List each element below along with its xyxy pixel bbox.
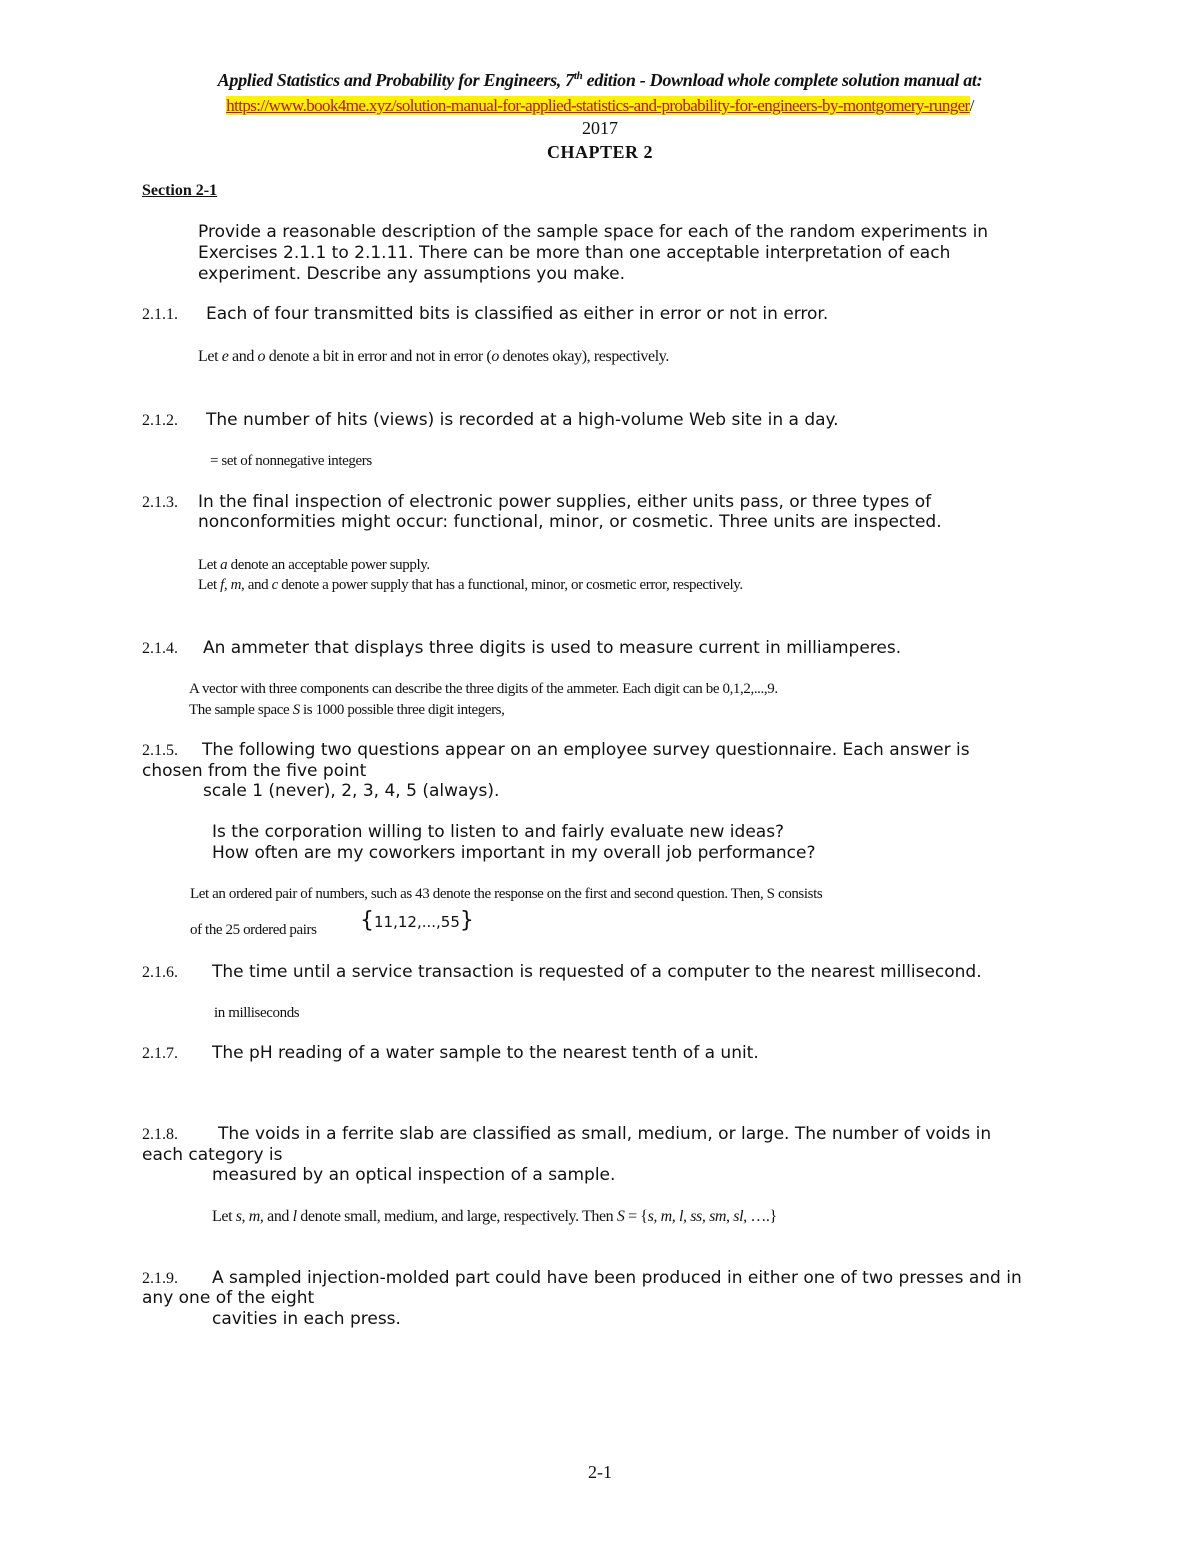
download-link[interactable]: https://www.book4me.xyz/solution-manual-for-applied-statistics-and-probability-for-engineers-by-montgomery-runger (226, 96, 970, 115)
ordered-pairs-set: {11,12,...,55} (360, 908, 474, 933)
exercise-number: 2.1.1. (142, 306, 178, 323)
exercise-answer: = set of nonnegative integers (210, 453, 372, 469)
exercise-question: any one of the eight (142, 1288, 315, 1308)
exercise-question: The time until a service transaction is requested of a computer to the nearest millisecond. (212, 962, 982, 982)
exercise-question: Each of four transmitted bits is classified as either in error or not in error. (206, 304, 829, 324)
exercise-answer: The sample space S is 1000 possible three digit integers, (189, 702, 505, 718)
exercise-number: 2.1.8. (142, 1126, 178, 1143)
exercise-answer: Let e and o denote a bit in error and not in error (o denotes okay), respectively. (198, 348, 669, 365)
exercise-number: 2.1.9. (142, 1270, 178, 1287)
exercise-question: chosen from the five point (142, 761, 367, 781)
exercise-number: 2.1.5. (142, 742, 178, 759)
chapter-title: CHAPTER 2 (546, 142, 653, 162)
exercise-answer: Let s, m, and l denote small, medium, and large, respectively. Then S = {s, m, l, ss, sm, sl, ….} (212, 1208, 777, 1225)
exercise-question: The voids in a ferrite slab are classified as small, medium, or large. The number of voids in (218, 1124, 992, 1144)
exercise-number: 2.1.7. (142, 1045, 178, 1062)
exercise-answer: Let a denote an acceptable power supply. (198, 557, 430, 573)
document-header-title: Applied Statistics and Probability for Engineers, 7th edition - Download whole complete solution manual at: (217, 70, 983, 90)
exercise-question: cavities in each press. (212, 1309, 401, 1329)
exercise-question: A sampled injection-molded part could have been produced in either one of two presses and in (212, 1268, 1022, 1288)
exercise-number: 2.1.3. (142, 494, 178, 511)
exercise-question: In the final inspection of electronic power supplies, either units pass, or three types of (198, 492, 932, 512)
exercise-question: The number of hits (views) is recorded at a high-volume Web site in a day. (206, 410, 839, 430)
exercise-question: scale 1 (never), 2, 3, 4, 5 (always). (203, 781, 500, 801)
year: 2017 (582, 118, 618, 138)
exercise-question: measured by an optical inspection of a sample. (212, 1165, 616, 1185)
exercise-answer: Let f, m, and c denote a power supply that has a functional, minor, or cosmetic error, respectively. (198, 577, 743, 593)
exercise-answer: A vector with three components can describe the three digits of the ammeter. Each digit can be 0,1,2,...,9. (189, 681, 778, 697)
section-intro: Provide a reasonable description of the sample space for each of the random experiments in Exercises 2.1.1 to 2.1.11. There can be more than one acceptable interpretation of each experiment. Describe any assumptions you make. (198, 222, 989, 284)
exercise-answer: Let an ordered pair of numbers, such as 43 denote the response on the first and second question. Then, S consists (190, 886, 823, 902)
exercise-answer: in milliseconds (214, 1005, 300, 1021)
survey-question: How often are my coworkers important in my overall job performance? (212, 843, 816, 863)
exercise-question: An ammeter that displays three digits is used to measure current in milliamperes. (203, 638, 902, 658)
exercise-question: The following two questions appear on an employee survey questionnaire. Each answer is (202, 740, 970, 760)
download-link-line: https://www.book4me.xyz/solution-manual-for-applied-statistics-and-probability-for-engineers-by-montgomery-runger/ (226, 96, 974, 115)
page-number: 2-1 (588, 1462, 612, 1482)
exercise-number: 2.1.6. (142, 964, 178, 981)
exercise-number: 2.1.4. (142, 640, 178, 657)
survey-question: Is the corporation willing to listen to and fairly evaluate new ideas? (212, 822, 785, 842)
exercise-question: nonconformities might occur: functional, minor, or cosmetic. Three units are inspected. (198, 512, 942, 532)
exercise-question: The pH reading of a water sample to the nearest tenth of a unit. (212, 1043, 759, 1063)
section-heading: Section 2-1 (142, 182, 218, 199)
exercise-number: 2.1.2. (142, 412, 178, 429)
exercise-answer: of the 25 ordered pairs (190, 922, 317, 938)
exercise-question: each category is (142, 1145, 283, 1165)
